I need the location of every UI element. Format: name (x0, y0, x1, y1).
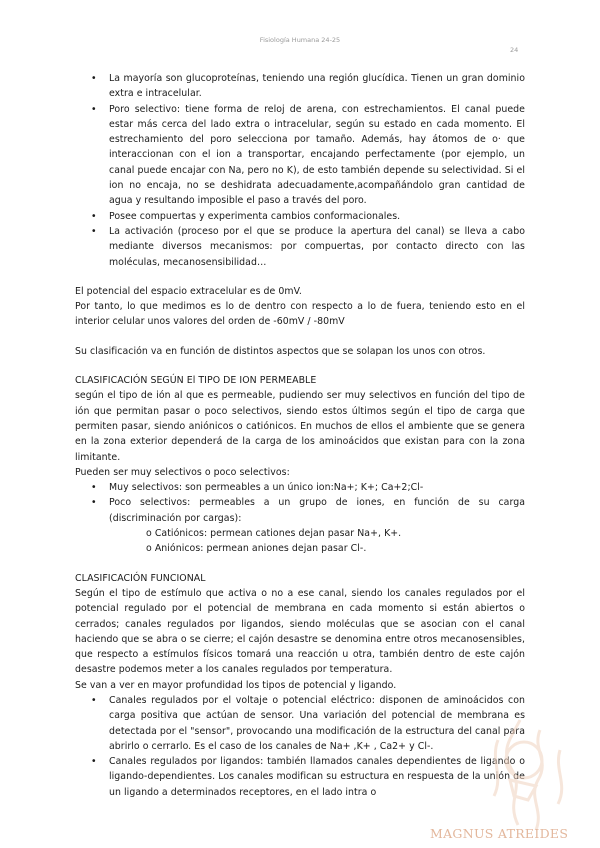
list-item: • Muy selectivos: son permeables a un único ion:Na+; K+; Ca+2;Cl- (109, 480, 525, 495)
paragraph-measurement: Por tanto, lo que medimos es lo de dentro con respecto a lo de fuera, teniendo esto en el interior celular unos valores del orden de -60mV / -80mV (75, 301, 525, 328)
paragraph-ion-body: según el tipo de ión al que es permeable, pudiendo ser muy selectivos en función del tipo de ión que permitan pasar o poco selectivos, siendo estos últimos según el tipo de carga que permiten pasar, siendo aniónicos o catiónicos. En muchos de ellos el ambiente que se genera en la zona exterior dependerá de la carga de los aminoácidos que existan para con la zona limitante. (75, 390, 525, 463)
running-header: Fisiología Humana 24-25 (259, 36, 341, 44)
sub-item-anionic: o Aniónicos: permean aniones dejan pasar Cl-. (146, 543, 367, 555)
list-item: • Canales regulados por ligandos: también llamados canales dependientes de ligando o ligando-dependientes. Los canales modifican su estructura en respuesta de la unión de un ligando a determinados receptores, en el lado intra o (109, 754, 525, 800)
document-body (75, 71, 525, 800)
paragraph-extracellular-potential: El potencial del espacio extracelular es de 0mV. (75, 285, 302, 297)
bullet-list-properties (75, 71, 525, 270)
list-item: • Canales regulados por el voltaje o potencial eléctrico: disponen de aminoácidos con carga positiva que actúan de sensor. Una variación del potencial de membrana es detectada por el "sensor", provocando una modificación de la estructura del canal para abrirlo o cerrarlo. Es el caso de los canales de Na+ ,K+ , Ca2+ y Cl-. (109, 693, 525, 754)
paragraph-functional-body: Según el tipo de estímulo que activa o no a ese canal, siendo los canales regulados por el potencial regulado por el potencial de membrana en cada momento si están abiertos o cerrados; canales regulados por ligandos, siendo moléculas que se asocian con el canal haciendo que se abra o se cierre; el cajón desastre se denomina entre otros mecanosensibles, que respecto a estímulos físicos tomará una reacción u otra, también dentro de este cajón desastre podemos meter a los canales regulados por temperatura. (75, 587, 525, 676)
paragraph-classification: Su clasificación va en función de distintos aspectos que se solapan los unos con otros. (75, 345, 486, 357)
list-item: • Posee compuertas y experimenta cambios conformacionales. (109, 209, 525, 224)
list-item: • Poco selectivos: permeables a un grupo de iones, en función de su carga (discriminación por cargas): (109, 495, 525, 526)
list-item: • Poro selectivo: tiene forma de reloj de arena, con estrechamientos. El canal puede estar más cerca del lado extra o intracelular, según su estado en cada momento. El estrechamiento del poro selecciona por tamaño. Además, hay átomos de o· que interaccionan con el ion a transportar, encajando perfectamente (por ejemplo, un canal puede encajar con Na, pero no K), de esto también depende su selectividad. Si el ion no encaja, no se deshidrata adecuadamente,acompañándolo gran cantidad de agua y resultando imposible el paso a través del poro. (109, 102, 525, 209)
list-item: • La activación (proceso por el que se produce la apertura del canal) se lleva a cabo mediante diversos mecanismos: por compuertas, por contacto directo con las moléculas, mecanosensibilidad… (109, 224, 525, 270)
section-heading-functional: CLASIFICACIÓN FUNCIONAL (75, 572, 206, 584)
sub-item-cationic: o Catiónicos: permean cationes dejan pasar Na+, K+. (146, 528, 402, 540)
page-number: 24 (510, 46, 519, 54)
bullet-list-selectivity (75, 480, 525, 526)
section-heading-ion: CLASIFICACIÓN SEGÚN El TIPO DE ION PERMEABLE (75, 375, 317, 387)
paragraph-functional-intro: Se van a ver en mayor profundidad los tipos de potencial y ligando. (75, 679, 397, 691)
paragraph-ion-intro: Pueden ser muy selectivos o poco selectivos: (75, 466, 290, 478)
list-item: • La mayoría son glucoproteínas, teniendo una región glucídica. Tienen un gran dominio extra e intracelular. (109, 71, 525, 102)
watermark-text: MAGNUS ATREIDES (430, 826, 569, 841)
